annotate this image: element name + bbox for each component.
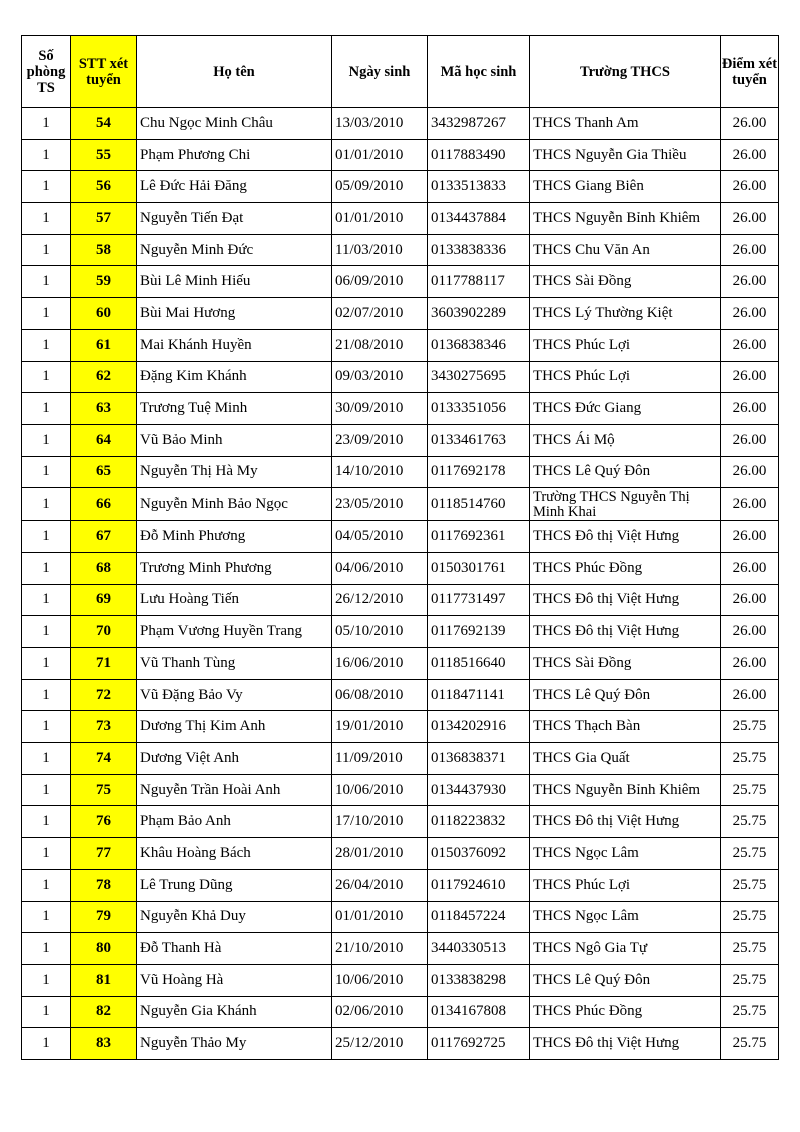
school-cell: THCS Phúc Lợi — [530, 869, 721, 901]
room-cell: 1 — [22, 266, 71, 298]
table-row — [22, 521, 779, 553]
student-code-cell: 0117692178 — [428, 456, 530, 488]
header-name: Họ tên — [137, 36, 332, 108]
student-code-cell: 3603902289 — [428, 298, 530, 330]
score-cell: 26.00 — [721, 456, 779, 488]
student-name-cell: Bùi Lê Minh Hiếu — [137, 266, 332, 298]
student-code-cell: 3430275695 — [428, 361, 530, 393]
room-cell: 1 — [22, 393, 71, 425]
score-cell: 26.00 — [721, 552, 779, 584]
student-name-cell: Vũ Hoàng Hà — [137, 964, 332, 996]
room-cell: 1 — [22, 488, 71, 521]
room-cell: 1 — [22, 711, 71, 743]
student-name-cell: Nguyễn Minh Bảo Ngọc — [137, 488, 332, 521]
score-cell: 25.75 — [721, 711, 779, 743]
birth-date-cell: 21/10/2010 — [332, 933, 428, 965]
room-cell: 1 — [22, 869, 71, 901]
school-cell: THCS Lê Quý Đôn — [530, 964, 721, 996]
birth-date-cell: 04/05/2010 — [332, 521, 428, 553]
stt-cell: 67 — [71, 521, 137, 553]
table-row — [22, 933, 779, 965]
school-cell: THCS Phúc Đồng — [530, 996, 721, 1028]
score-cell: 25.75 — [721, 1028, 779, 1060]
school-cell: THCS Lê Quý Đôn — [530, 679, 721, 711]
student-code-cell: 0134437884 — [428, 203, 530, 235]
student-name-cell: Phạm Vương Huyền Trang — [137, 616, 332, 648]
student-code-cell: 0150376092 — [428, 838, 530, 870]
score-cell: 25.75 — [721, 996, 779, 1028]
score-cell: 26.00 — [721, 108, 779, 140]
student-name-cell: Nguyễn Thảo My — [137, 1028, 332, 1060]
birth-date-cell: 06/08/2010 — [332, 679, 428, 711]
school-cell: THCS Ngô Gia Tự — [530, 933, 721, 965]
score-cell: 26.00 — [721, 616, 779, 648]
student-name-cell: Mai Khánh Huyền — [137, 329, 332, 361]
score-cell: 25.75 — [721, 869, 779, 901]
birth-date-cell: 28/01/2010 — [332, 838, 428, 870]
score-cell: 26.00 — [721, 424, 779, 456]
header-dob: Ngày sinh — [332, 36, 428, 108]
student-code-cell: 0133351056 — [428, 393, 530, 425]
stt-cell: 57 — [71, 203, 137, 235]
student-name-cell: Bùi Mai Hương — [137, 298, 332, 330]
stt-cell: 72 — [71, 679, 137, 711]
student-name-cell: Phạm Bảo Anh — [137, 806, 332, 838]
room-cell: 1 — [22, 901, 71, 933]
school-cell: THCS Phúc Lợi — [530, 329, 721, 361]
student-name-cell: Trương Minh Phương — [137, 552, 332, 584]
school-cell: THCS Lê Quý Đôn — [530, 456, 721, 488]
table-row — [22, 552, 779, 584]
school-cell: THCS Thanh Am — [530, 108, 721, 140]
room-cell: 1 — [22, 1028, 71, 1060]
student-name-cell: Vũ Thanh Tùng — [137, 648, 332, 680]
score-cell: 26.00 — [721, 393, 779, 425]
stt-cell: 55 — [71, 139, 137, 171]
stt-cell: 80 — [71, 933, 137, 965]
score-cell: 25.75 — [721, 806, 779, 838]
student-name-cell: Phạm Phương Chi — [137, 139, 332, 171]
table-row — [22, 329, 779, 361]
stt-cell: 62 — [71, 361, 137, 393]
birth-date-cell: 02/06/2010 — [332, 996, 428, 1028]
score-cell: 26.00 — [721, 648, 779, 680]
header-score: Điểm xét tuyển — [721, 36, 779, 108]
table-row — [22, 393, 779, 425]
school-cell: THCS Đô thị Việt Hưng — [530, 584, 721, 616]
birth-date-cell: 05/09/2010 — [332, 171, 428, 203]
room-cell: 1 — [22, 329, 71, 361]
table-row — [22, 711, 779, 743]
birth-date-cell: 14/10/2010 — [332, 456, 428, 488]
score-cell: 26.00 — [721, 298, 779, 330]
stt-cell: 74 — [71, 743, 137, 775]
student-code-cell: 0117788117 — [428, 266, 530, 298]
score-cell: 25.75 — [721, 743, 779, 775]
student-code-cell: 3432987267 — [428, 108, 530, 140]
header-student-code: Mã học sinh — [428, 36, 530, 108]
score-cell: 26.00 — [721, 329, 779, 361]
room-cell: 1 — [22, 456, 71, 488]
school-cell: THCS Sài Đồng — [530, 266, 721, 298]
student-code-cell: 0150301761 — [428, 552, 530, 584]
birth-date-cell: 04/06/2010 — [332, 552, 428, 584]
table-row — [22, 901, 779, 933]
student-code-cell: 0118516640 — [428, 648, 530, 680]
birth-date-cell: 17/10/2010 — [332, 806, 428, 838]
birth-date-cell: 10/06/2010 — [332, 964, 428, 996]
score-cell: 26.00 — [721, 234, 779, 266]
student-code-cell: 0117692361 — [428, 521, 530, 553]
room-cell: 1 — [22, 298, 71, 330]
student-code-cell: 0117883490 — [428, 139, 530, 171]
student-code-cell: 0118514760 — [428, 488, 530, 521]
room-cell: 1 — [22, 616, 71, 648]
room-cell: 1 — [22, 933, 71, 965]
birth-date-cell: 09/03/2010 — [332, 361, 428, 393]
student-code-cell: 0118457224 — [428, 901, 530, 933]
score-cell: 25.75 — [721, 838, 779, 870]
stt-cell: 75 — [71, 774, 137, 806]
stt-cell: 68 — [71, 552, 137, 584]
student-code-cell: 0134437930 — [428, 774, 530, 806]
table-row — [22, 679, 779, 711]
score-cell: 26.00 — [721, 139, 779, 171]
room-cell: 1 — [22, 679, 71, 711]
stt-cell: 71 — [71, 648, 137, 680]
stt-cell: 56 — [71, 171, 137, 203]
birth-date-cell: 23/05/2010 — [332, 488, 428, 521]
student-code-cell: 0117692725 — [428, 1028, 530, 1060]
birth-date-cell: 01/01/2010 — [332, 203, 428, 235]
school-cell: THCS Sài Đồng — [530, 648, 721, 680]
table-row — [22, 996, 779, 1028]
student-name-cell: Đặng Kim Khánh — [137, 361, 332, 393]
student-name-cell: Nguyễn Trần Hoài Anh — [137, 774, 332, 806]
table-row — [22, 171, 779, 203]
student-name-cell: Nguyễn Thị Hà My — [137, 456, 332, 488]
table-row — [22, 1028, 779, 1060]
table-row — [22, 743, 779, 775]
stt-cell: 58 — [71, 234, 137, 266]
table-row — [22, 616, 779, 648]
stt-cell: 69 — [71, 584, 137, 616]
room-cell: 1 — [22, 424, 71, 456]
score-cell: 25.75 — [721, 901, 779, 933]
stt-cell: 82 — [71, 996, 137, 1028]
stt-cell: 66 — [71, 488, 137, 521]
room-cell: 1 — [22, 838, 71, 870]
stt-cell: 83 — [71, 1028, 137, 1060]
school-cell: THCS Đô thị Việt Hưng — [530, 521, 721, 553]
birth-date-cell: 05/10/2010 — [332, 616, 428, 648]
student-code-cell: 0133838298 — [428, 964, 530, 996]
room-cell: 1 — [22, 108, 71, 140]
score-cell: 26.00 — [721, 584, 779, 616]
stt-cell: 54 — [71, 108, 137, 140]
score-cell: 25.75 — [721, 933, 779, 965]
table-row — [22, 203, 779, 235]
birth-date-cell: 11/03/2010 — [332, 234, 428, 266]
school-cell: THCS Ngọc Lâm — [530, 838, 721, 870]
birth-date-cell: 16/06/2010 — [332, 648, 428, 680]
stt-cell: 78 — [71, 869, 137, 901]
birth-date-cell: 19/01/2010 — [332, 711, 428, 743]
student-name-cell: Lê Trung Dũng — [137, 869, 332, 901]
table-row — [22, 584, 779, 616]
birth-date-cell: 10/06/2010 — [332, 774, 428, 806]
student-code-cell: 0118223832 — [428, 806, 530, 838]
student-name-cell: Nguyễn Tiến Đạt — [137, 203, 332, 235]
table-row — [22, 298, 779, 330]
stt-cell: 76 — [71, 806, 137, 838]
table-row — [22, 869, 779, 901]
school-cell: THCS Giang Biên — [530, 171, 721, 203]
header-row — [22, 36, 779, 108]
table-row — [22, 266, 779, 298]
stt-cell: 70 — [71, 616, 137, 648]
school-cell: THCS Nguyễn Gia Thiều — [530, 139, 721, 171]
school-cell: Trường THCS Nguyễn Thị Minh Khai — [530, 488, 721, 521]
student-name-cell: Lê Đức Hải Đăng — [137, 171, 332, 203]
birth-date-cell: 01/01/2010 — [332, 901, 428, 933]
score-cell: 26.00 — [721, 361, 779, 393]
admission-list-table — [21, 35, 779, 1060]
student-code-cell: 0134202916 — [428, 711, 530, 743]
student-code-cell: 0133838336 — [428, 234, 530, 266]
birth-date-cell: 30/09/2010 — [332, 393, 428, 425]
student-name-cell: Chu Ngọc Minh Châu — [137, 108, 332, 140]
birth-date-cell: 01/01/2010 — [332, 139, 428, 171]
stt-cell: 79 — [71, 901, 137, 933]
student-name-cell: Dương Thị Kim Anh — [137, 711, 332, 743]
student-name-cell: Vũ Bảo Minh — [137, 424, 332, 456]
room-cell: 1 — [22, 234, 71, 266]
school-cell: THCS Chu Văn An — [530, 234, 721, 266]
student-name-cell: Nguyễn Gia Khánh — [137, 996, 332, 1028]
stt-cell: 81 — [71, 964, 137, 996]
room-cell: 1 — [22, 139, 71, 171]
student-code-cell: 0133513833 — [428, 171, 530, 203]
school-cell: THCS Lý Thường Kiệt — [530, 298, 721, 330]
room-cell: 1 — [22, 806, 71, 838]
student-name-cell: Vũ Đặng Bảo Vy — [137, 679, 332, 711]
stt-cell: 60 — [71, 298, 137, 330]
header-room: Số phòng TS — [22, 36, 71, 108]
school-cell: THCS Ái Mộ — [530, 424, 721, 456]
stt-cell: 61 — [71, 329, 137, 361]
score-cell: 26.00 — [721, 171, 779, 203]
score-cell: 26.00 — [721, 266, 779, 298]
header-stt: STT xét tuyển — [71, 36, 137, 108]
score-cell: 26.00 — [721, 488, 779, 521]
room-cell: 1 — [22, 648, 71, 680]
table-row — [22, 234, 779, 266]
stt-cell: 77 — [71, 838, 137, 870]
birth-date-cell: 13/03/2010 — [332, 108, 428, 140]
score-cell: 26.00 — [721, 203, 779, 235]
birth-date-cell: 26/04/2010 — [332, 869, 428, 901]
room-cell: 1 — [22, 774, 71, 806]
table-row — [22, 838, 779, 870]
student-code-cell: 0136838371 — [428, 743, 530, 775]
student-name-cell: Khâu Hoàng Bách — [137, 838, 332, 870]
stt-cell: 63 — [71, 393, 137, 425]
student-name-cell: Dương Việt Anh — [137, 743, 332, 775]
school-cell: THCS Đô thị Việt Hưng — [530, 1028, 721, 1060]
room-cell: 1 — [22, 743, 71, 775]
room-cell: 1 — [22, 964, 71, 996]
birth-date-cell: 25/12/2010 — [332, 1028, 428, 1060]
table-row — [22, 964, 779, 996]
student-name-cell: Nguyễn Minh Đức — [137, 234, 332, 266]
room-cell: 1 — [22, 584, 71, 616]
student-code-cell: 0134167808 — [428, 996, 530, 1028]
birth-date-cell: 23/09/2010 — [332, 424, 428, 456]
stt-cell: 65 — [71, 456, 137, 488]
room-cell: 1 — [22, 203, 71, 235]
table-row — [22, 361, 779, 393]
student-code-cell: 0117692139 — [428, 616, 530, 648]
room-cell: 1 — [22, 521, 71, 553]
score-cell: 26.00 — [721, 679, 779, 711]
room-cell: 1 — [22, 171, 71, 203]
header-school: Trường THCS — [530, 36, 721, 108]
stt-cell: 59 — [71, 266, 137, 298]
student-code-cell: 0133461763 — [428, 424, 530, 456]
school-cell: THCS Phúc Đồng — [530, 552, 721, 584]
school-cell: THCS Đức Giang — [530, 393, 721, 425]
score-cell: 26.00 — [721, 521, 779, 553]
student-code-cell: 3440330513 — [428, 933, 530, 965]
school-cell: THCS Thạch Bàn — [530, 711, 721, 743]
student-name-cell: Đỗ Thanh Hà — [137, 933, 332, 965]
score-cell: 25.75 — [721, 964, 779, 996]
table-row — [22, 139, 779, 171]
school-cell: THCS Phúc Lợi — [530, 361, 721, 393]
school-cell: THCS Nguyễn Bỉnh Khiêm — [530, 203, 721, 235]
table-row — [22, 488, 779, 521]
table-row — [22, 774, 779, 806]
room-cell: 1 — [22, 361, 71, 393]
student-name-cell: Nguyễn Khả Duy — [137, 901, 332, 933]
birth-date-cell: 26/12/2010 — [332, 584, 428, 616]
birth-date-cell: 21/08/2010 — [332, 329, 428, 361]
table-row — [22, 456, 779, 488]
score-cell: 25.75 — [721, 774, 779, 806]
stt-cell: 73 — [71, 711, 137, 743]
stt-cell: 64 — [71, 424, 137, 456]
room-cell: 1 — [22, 552, 71, 584]
birth-date-cell: 11/09/2010 — [332, 743, 428, 775]
school-cell: THCS Gia Quất — [530, 743, 721, 775]
student-code-cell: 0117924610 — [428, 869, 530, 901]
birth-date-cell: 06/09/2010 — [332, 266, 428, 298]
student-name-cell: Trương Tuệ Minh — [137, 393, 332, 425]
student-code-cell: 0118471141 — [428, 679, 530, 711]
school-cell: THCS Đô thị Việt Hưng — [530, 616, 721, 648]
table-row — [22, 424, 779, 456]
student-code-cell: 0117731497 — [428, 584, 530, 616]
room-cell: 1 — [22, 996, 71, 1028]
school-cell: THCS Nguyễn Bỉnh Khiêm — [530, 774, 721, 806]
birth-date-cell: 02/07/2010 — [332, 298, 428, 330]
table-row — [22, 806, 779, 838]
student-name-cell: Đỗ Minh Phương — [137, 521, 332, 553]
school-cell: THCS Đô thị Việt Hưng — [530, 806, 721, 838]
table-row — [22, 648, 779, 680]
student-name-cell: Lưu Hoàng Tiến — [137, 584, 332, 616]
table-row — [22, 108, 779, 140]
school-cell: THCS Ngọc Lâm — [530, 901, 721, 933]
student-code-cell: 0136838346 — [428, 329, 530, 361]
